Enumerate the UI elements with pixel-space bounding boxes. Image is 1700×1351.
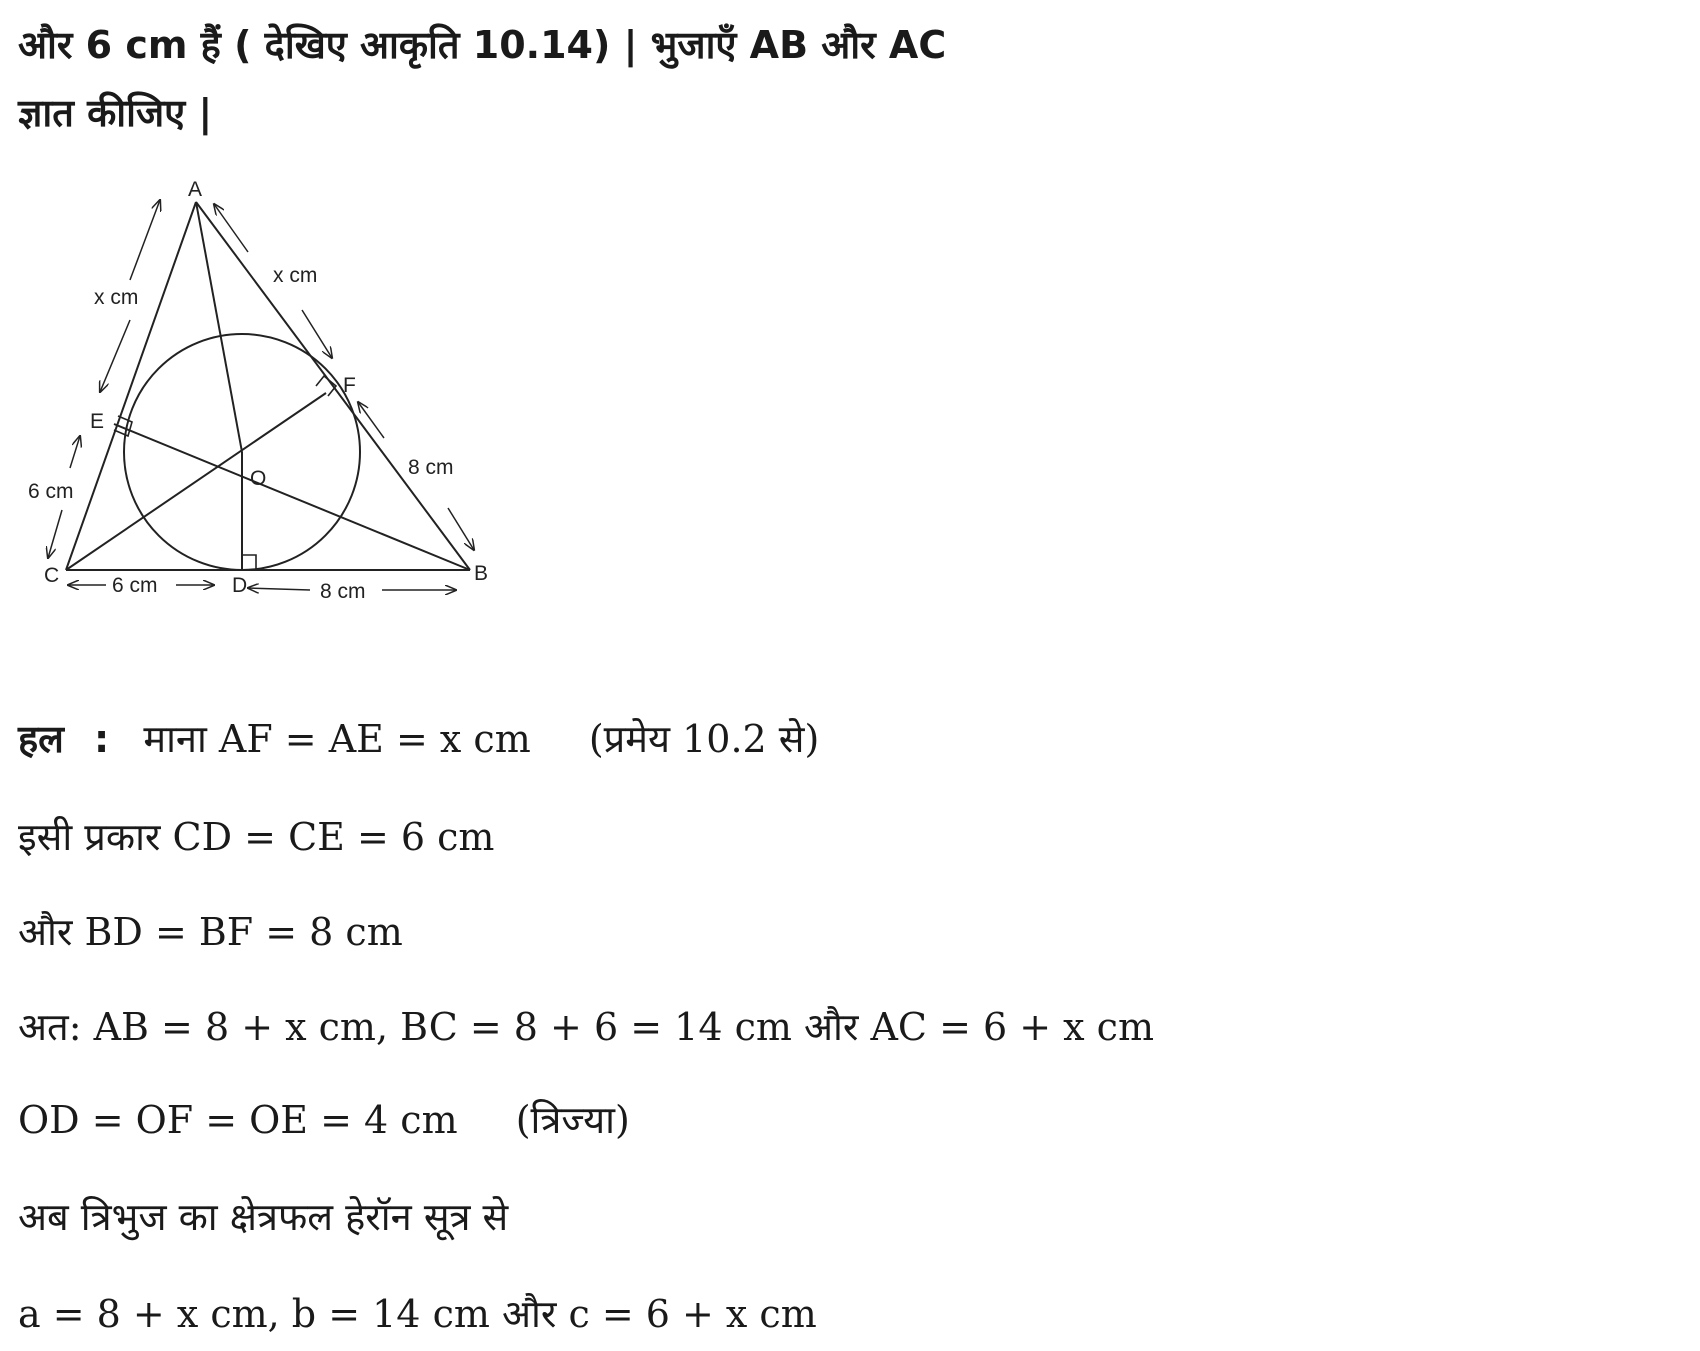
line-ao (196, 202, 242, 452)
vertex-e-label: E (90, 410, 105, 433)
solution-line-3: और BD = BF = 8 cm (18, 910, 403, 954)
center-o-label: O (250, 467, 267, 490)
solution-line-1 (18, 712, 819, 764)
measure-ec-label: 6 cm (28, 480, 74, 503)
measure-cd-label: 6 cm (112, 574, 158, 597)
solution-line-5-note: (त्रिज्या) (515, 1098, 630, 1142)
solution-label: हल (18, 717, 64, 761)
solution-line-1-note: (प्रमेय 10.2 से) (588, 717, 820, 761)
measure-bf-label: 8 cm (408, 456, 454, 479)
question-line-1: और 6 cm हैं ( देखिए आकृति 10.14) | भुजाएँ AB और AC (18, 23, 947, 67)
solution-colon: : (94, 717, 110, 761)
measure-af-label: x cm (273, 264, 318, 287)
solution-line-5 (18, 1093, 630, 1145)
right-angle-d (242, 555, 256, 570)
side-ca (66, 202, 196, 570)
solution-line-6: अब त्रिभुज का क्षेत्रफल हेरॉन सूत्र से (18, 1195, 509, 1239)
solution-line-5-text: OD = OF = OE = 4 cm (18, 1098, 458, 1142)
vertex-f-label: F (343, 374, 356, 397)
vertex-d-label: D (232, 574, 248, 597)
measure-db-label: 8 cm (320, 580, 366, 603)
question-line-2: ज्ञात कीजिए | (18, 91, 213, 135)
solution-line-2: इसी प्रकार CD = CE = 6 cm (18, 815, 495, 859)
vertex-c-label: C (44, 564, 60, 587)
solution-line-1-text: माना AF = AE = x cm (143, 717, 531, 761)
vertex-a-label: A (188, 180, 203, 201)
solution-line-7: a = 8 + x cm, b = 14 cm और c = 6 + x cm (18, 1292, 817, 1336)
triangle-incircle-figure (18, 180, 538, 660)
line-cf (66, 393, 326, 570)
measure-ae-label: x cm (94, 286, 139, 309)
solution-line-4: अत: AB = 8 + x cm, BC = 8 + 6 = 14 cm और AC = 6 + x cm (18, 1005, 1154, 1049)
vertex-b-label: B (474, 562, 489, 585)
